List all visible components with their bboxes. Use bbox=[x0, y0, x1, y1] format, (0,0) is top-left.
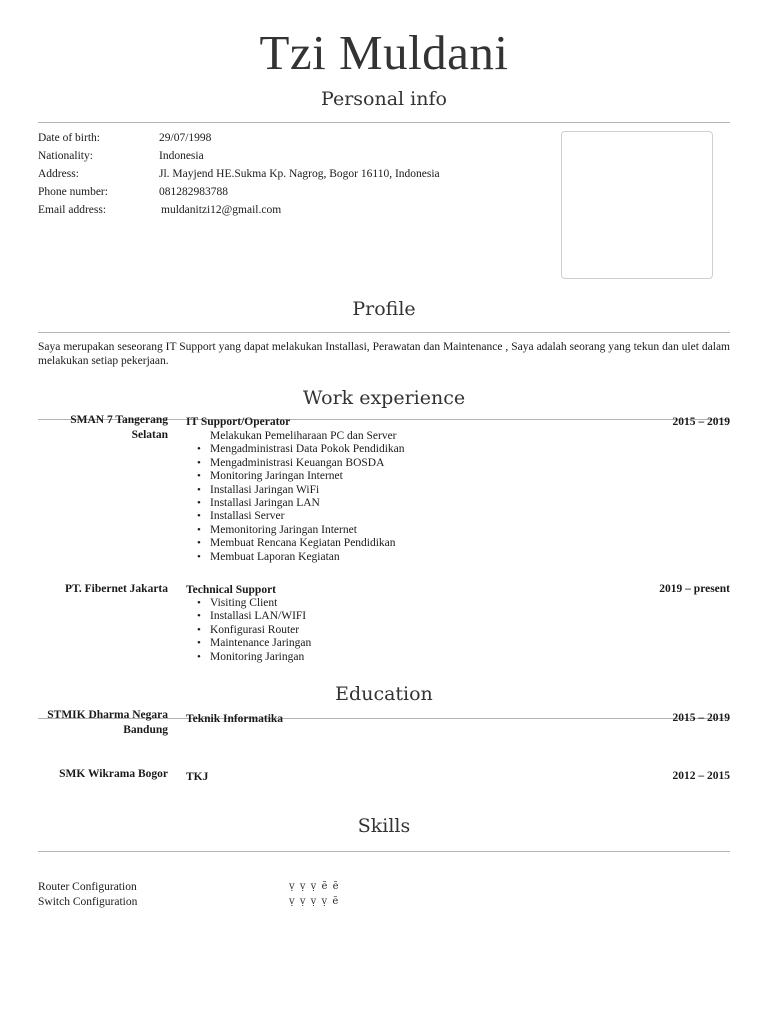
education-title: Education bbox=[335, 683, 433, 705]
education-period: 2012 – 2015 bbox=[672, 770, 730, 782]
job-role: Technical Support bbox=[186, 584, 277, 596]
info-value: Jl. Mayjend HE.Sukma Kp. Nagrog, Bogor 16110, Indonesia bbox=[159, 168, 440, 180]
job-duties-list bbox=[210, 430, 405, 564]
job-period: 2015 – 2019 bbox=[672, 416, 730, 428]
job-duties-list bbox=[210, 597, 311, 664]
info-label: Phone number: bbox=[38, 186, 108, 198]
info-label: Date of birth: bbox=[38, 132, 100, 144]
duty-item: • Maintenance Jaringan bbox=[210, 637, 311, 650]
job-org: PT. Fibernet Jakarta bbox=[65, 583, 168, 595]
education-program: TKJ bbox=[186, 771, 209, 783]
personal-info-rule bbox=[38, 122, 730, 123]
person-name: Tzi Muldani bbox=[259, 25, 509, 80]
duty-item: • Mengadministrasi Keuangan BOSDA bbox=[210, 457, 405, 470]
job-org: SMAN 7 Tangerang Selatan bbox=[70, 414, 168, 441]
skill-row bbox=[38, 895, 137, 910]
info-label: Address: bbox=[38, 168, 79, 180]
info-value: muldanitzi12@gmail.com bbox=[161, 204, 282, 216]
work-experience-title: Work experience bbox=[302, 387, 466, 409]
skill-name: Router Configuration bbox=[38, 881, 137, 893]
duty-item: • Installasi Jaringan WiFi bbox=[210, 484, 405, 497]
duty-item: • Mengadministrasi Data Pokok Pendidikan bbox=[210, 443, 405, 456]
skill-level-icons: ṿ ṿ ṿ ṿ ẽ bbox=[289, 896, 340, 907]
skill-row bbox=[38, 880, 137, 895]
duty-item: • Membuat Rencana Kegiatan Pendidikan bbox=[210, 537, 405, 550]
duty-item: • Installasi Jaringan LAN bbox=[210, 497, 405, 510]
skill-name: Switch Configuration bbox=[38, 896, 138, 908]
personal-info-title: Personal info bbox=[321, 88, 447, 110]
duty-item: • Monitoring Jaringan bbox=[210, 651, 311, 664]
profile-text: Saya merupakan seseorang IT Support yang dapat melakukan Installasi, Perawatan dan Maintenance , Saya adalah seorang yang tekun dan ulet dalam melakukan setiap pekerjaan. bbox=[38, 341, 730, 367]
skills-title: Skills bbox=[357, 815, 411, 837]
education-period: 2015 – 2019 bbox=[672, 712, 730, 724]
skills-rule bbox=[38, 851, 730, 852]
duty-item: • Visiting Client bbox=[210, 597, 311, 610]
info-label: Nationality: bbox=[38, 150, 93, 162]
duty-item: • Installasi Server bbox=[210, 510, 405, 523]
job-role: IT Support/Operator bbox=[186, 416, 291, 428]
profile-rule bbox=[38, 332, 730, 333]
education-program: Teknik Informatika bbox=[186, 713, 284, 725]
info-value: 081282983788 bbox=[159, 186, 228, 198]
duty-item: • Konfigurasi Router bbox=[210, 624, 311, 637]
education-org: STMIK Dharma Negara Bandung bbox=[47, 709, 168, 736]
info-label: Email address: bbox=[38, 204, 107, 216]
photo-placeholder bbox=[561, 131, 713, 279]
job-period: 2019 – present bbox=[659, 583, 730, 595]
duty-item: • Memonitoring Jaringan Internet bbox=[210, 524, 405, 537]
info-value: 29/07/1998 bbox=[159, 132, 212, 144]
duty-item: • Membuat Laporan Kegiatan bbox=[210, 551, 405, 564]
education-org: SMK Wikrama Bogor bbox=[59, 768, 168, 780]
info-value: Indonesia bbox=[159, 150, 204, 162]
duty-item: Melakukan Pemeliharaan PC dan Server bbox=[210, 430, 397, 442]
profile-title: Profile bbox=[352, 298, 416, 320]
duty-item: • Monitoring Jaringan Internet bbox=[210, 470, 405, 483]
duty-item: • Installasi LAN/WIFI bbox=[210, 610, 311, 623]
skill-level-icons: ṿ ṿ ṿ ẽ ẽ bbox=[289, 881, 340, 892]
